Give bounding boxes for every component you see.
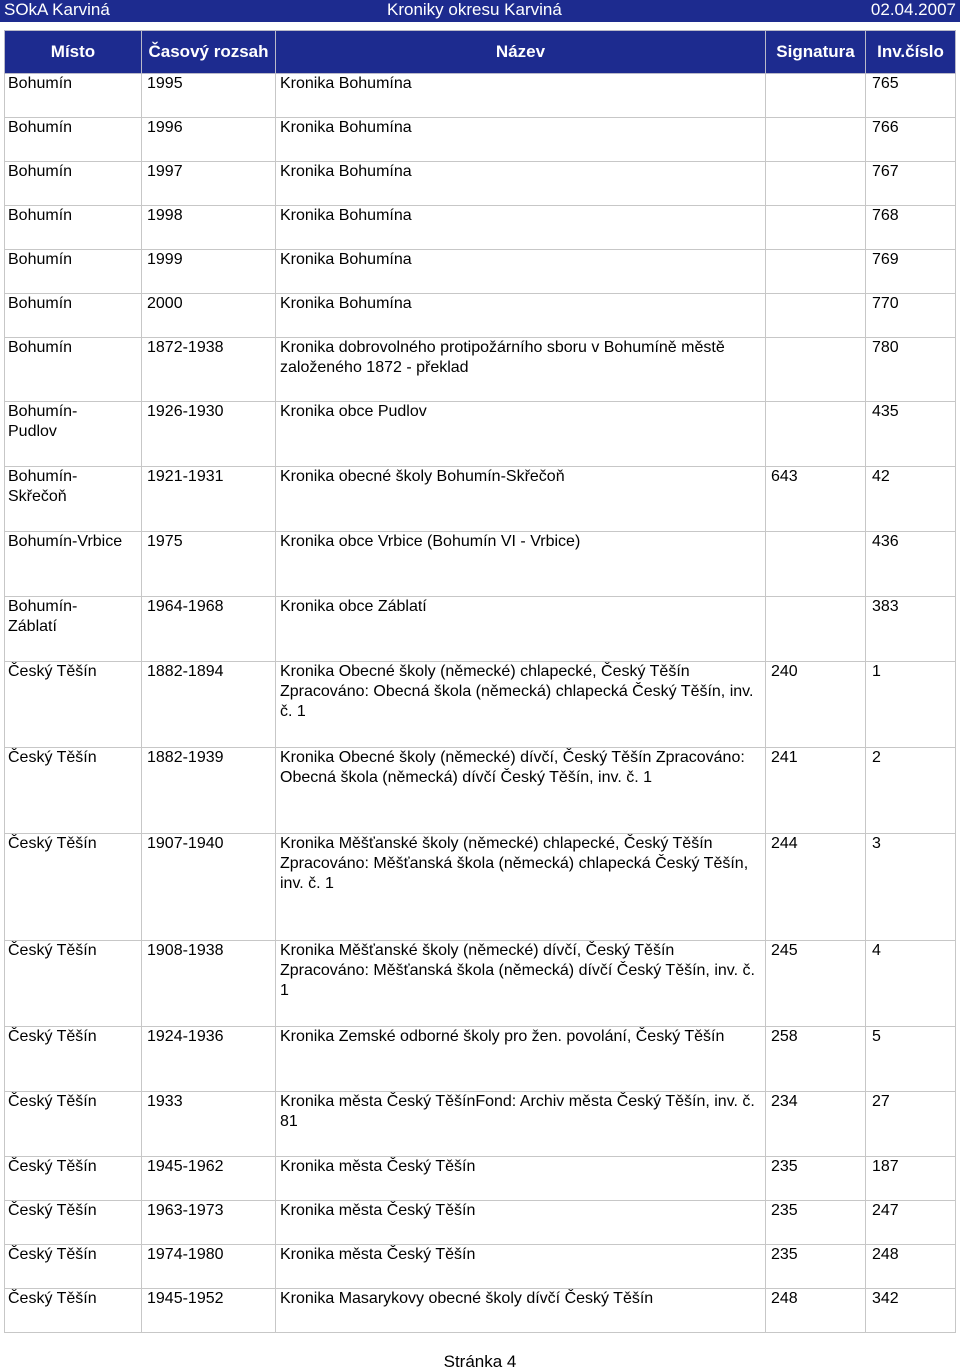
cell-date-range: 1908-1938	[142, 941, 276, 1027]
chronicles-table	[4, 30, 956, 1333]
cell-inventory-number: 766	[866, 118, 956, 162]
cell-title: Kronika Bohumína	[276, 118, 766, 162]
cell-inventory-number: 780	[866, 338, 956, 402]
table-row	[5, 294, 956, 338]
table-row	[5, 206, 956, 250]
cell-place: Český Těšín	[5, 1201, 142, 1245]
cell-title: Kronika Obecné školy (německé) chlapecké, Český Těšín Zpracováno: Obecná škola (německá) chlapecká Český Těšín, inv. č. 1	[276, 662, 766, 748]
cell-place: Český Těšín	[5, 1092, 142, 1157]
cell-inventory-number: 5	[866, 1027, 956, 1092]
cell-title: Kronika obce Záblatí	[276, 597, 766, 662]
cell-date-range: 1975	[142, 532, 276, 597]
cell-inventory-number: 4	[866, 941, 956, 1027]
report-date: 02.04.2007	[870, 0, 956, 19]
report-header	[0, 0, 960, 22]
column-header-nazev: Název	[276, 31, 766, 74]
cell-signature	[766, 294, 866, 338]
cell-date-range: 1882-1894	[142, 662, 276, 748]
cell-title: Kronika města Český Těšín	[276, 1245, 766, 1289]
cell-inventory-number: 383	[866, 597, 956, 662]
cell-signature	[766, 74, 866, 118]
table-row	[5, 1201, 956, 1245]
cell-inventory-number: 768	[866, 206, 956, 250]
cell-date-range: 1995	[142, 74, 276, 118]
cell-title: Kronika dobrovolného protipožárního sboru v Bohumíně městě založeného 1872 - překlad	[276, 338, 766, 402]
cell-place: Český Těšín	[5, 1027, 142, 1092]
cell-date-range: 1996	[142, 118, 276, 162]
cell-inventory-number: 769	[866, 250, 956, 294]
cell-signature	[766, 162, 866, 206]
cell-date-range: 1997	[142, 162, 276, 206]
table-row	[5, 1245, 956, 1289]
column-header-rozsah: Časový rozsah	[142, 31, 276, 74]
cell-inventory-number: 27	[866, 1092, 956, 1157]
cell-place: Bohumín	[5, 74, 142, 118]
cell-inventory-number: 342	[866, 1289, 956, 1333]
cell-title: Kronika Měšťanské školy (německé) chlapecké, Český Těšín Zpracováno: Měšťanská škola (německá) chlapecká Český Těšín, inv. č. 1	[276, 834, 766, 941]
cell-inventory-number: 436	[866, 532, 956, 597]
table-row	[5, 532, 956, 597]
archive-name: SOkA Karviná	[4, 0, 110, 19]
table-row	[5, 1092, 956, 1157]
cell-title: Kronika města Český Těšín	[276, 1201, 766, 1245]
table-row	[5, 1289, 956, 1333]
cell-place: Bohumín	[5, 162, 142, 206]
report-title: Kroniky okresu Karviná	[387, 0, 562, 19]
table-row	[5, 162, 956, 206]
table-row	[5, 74, 956, 118]
cell-inventory-number: 765	[866, 74, 956, 118]
cell-place: Bohumín- Skřečoň	[5, 467, 142, 532]
cell-place: Bohumín	[5, 206, 142, 250]
cell-place: Bohumín- Pudlov	[5, 402, 142, 467]
cell-date-range: 1872-1938	[142, 338, 276, 402]
table-row	[5, 118, 956, 162]
cell-title: Kronika obce Pudlov	[276, 402, 766, 467]
cell-place: Český Těšín	[5, 1289, 142, 1333]
cell-signature	[766, 402, 866, 467]
cell-signature: 235	[766, 1157, 866, 1201]
cell-title: Kronika města Český TěšínFond: Archiv města Český Těšín, inv. č. 81	[276, 1092, 766, 1157]
cell-title: Kronika Bohumína	[276, 74, 766, 118]
table-row	[5, 834, 956, 941]
cell-title: Kronika Zemské odborné školy pro žen. povolání, Český Těšín	[276, 1027, 766, 1092]
cell-date-range: 1882-1939	[142, 748, 276, 834]
cell-date-range: 1999	[142, 250, 276, 294]
cell-inventory-number: 435	[866, 402, 956, 467]
cell-title: Kronika Měšťanské školy (německé) dívčí, Český Těšín Zpracováno: Měšťanská škola (německá) dívčí Český Těšín, inv. č. 1	[276, 941, 766, 1027]
cell-signature	[766, 206, 866, 250]
cell-signature: 245	[766, 941, 866, 1027]
cell-title: Kronika Bohumína	[276, 206, 766, 250]
cell-title: Kronika obce Vrbice (Bohumín VI - Vrbice)	[276, 532, 766, 597]
cell-date-range: 1907-1940	[142, 834, 276, 941]
table-row	[5, 941, 956, 1027]
cell-date-range: 2000	[142, 294, 276, 338]
table-row	[5, 250, 956, 294]
table-body	[5, 74, 956, 1333]
cell-date-range: 1998	[142, 206, 276, 250]
cell-date-range: 1926-1930	[142, 402, 276, 467]
cell-place: Bohumín	[5, 294, 142, 338]
cell-inventory-number: 770	[866, 294, 956, 338]
column-header-inv: Inv.číslo	[866, 31, 956, 74]
cell-title: Kronika Masarykovy obecné školy dívčí Český Těšín	[276, 1289, 766, 1333]
cell-date-range: 1945-1952	[142, 1289, 276, 1333]
cell-signature	[766, 597, 866, 662]
cell-title: Kronika Bohumína	[276, 294, 766, 338]
cell-place: Český Těšín	[5, 662, 142, 748]
table-row	[5, 748, 956, 834]
cell-signature: 248	[766, 1289, 866, 1333]
cell-signature: 235	[766, 1245, 866, 1289]
cell-inventory-number: 248	[866, 1245, 956, 1289]
cell-inventory-number: 3	[866, 834, 956, 941]
cell-signature: 240	[766, 662, 866, 748]
cell-place: Bohumín- Záblatí	[5, 597, 142, 662]
cell-signature: 241	[766, 748, 866, 834]
cell-place: Český Těšín	[5, 1245, 142, 1289]
cell-signature	[766, 338, 866, 402]
column-header-misto: Místo	[5, 31, 142, 74]
cell-place: Český Těšín	[5, 748, 142, 834]
page-number: Stránka 4	[443, 1352, 517, 1371]
cell-signature	[766, 250, 866, 294]
table-row	[5, 597, 956, 662]
table-row	[5, 467, 956, 532]
cell-place: Bohumín	[5, 338, 142, 402]
cell-place: Český Těšín	[5, 834, 142, 941]
table-header-row	[5, 31, 956, 74]
column-header-signatura: Signatura	[766, 31, 866, 74]
cell-date-range: 1974-1980	[142, 1245, 276, 1289]
cell-signature: 244	[766, 834, 866, 941]
cell-title: Kronika obecné školy Bohumín-Skřečoň	[276, 467, 766, 532]
cell-inventory-number: 187	[866, 1157, 956, 1201]
cell-date-range: 1924-1936	[142, 1027, 276, 1092]
table-row	[5, 402, 956, 467]
cell-place: Bohumín-Vrbice	[5, 532, 142, 597]
cell-place: Český Těšín	[5, 941, 142, 1027]
table-row	[5, 338, 956, 402]
cell-date-range: 1933	[142, 1092, 276, 1157]
cell-title: Kronika Obecné školy (německé) dívčí, Český Těšín Zpracováno: Obecná škola (německá) dívčí Český Těšín, inv. č. 1	[276, 748, 766, 834]
cell-signature	[766, 118, 866, 162]
cell-place: Bohumín	[5, 118, 142, 162]
cell-title: Kronika města Český Těšín	[276, 1157, 766, 1201]
cell-date-range: 1963-1973	[142, 1201, 276, 1245]
cell-inventory-number: 247	[866, 1201, 956, 1245]
table-row	[5, 1157, 956, 1201]
cell-title: Kronika Bohumína	[276, 162, 766, 206]
cell-date-range: 1921-1931	[142, 467, 276, 532]
table-row	[5, 662, 956, 748]
cell-inventory-number: 2	[866, 748, 956, 834]
cell-inventory-number: 42	[866, 467, 956, 532]
cell-place: Český Těšín	[5, 1157, 142, 1201]
table-row	[5, 1027, 956, 1092]
cell-place: Bohumín	[5, 250, 142, 294]
cell-signature: 235	[766, 1201, 866, 1245]
cell-inventory-number: 1	[866, 662, 956, 748]
cell-date-range: 1945-1962	[142, 1157, 276, 1201]
cell-signature: 643	[766, 467, 866, 532]
cell-signature: 234	[766, 1092, 866, 1157]
cell-title: Kronika Bohumína	[276, 250, 766, 294]
cell-inventory-number: 767	[866, 162, 956, 206]
cell-signature	[766, 532, 866, 597]
cell-signature: 258	[766, 1027, 866, 1092]
cell-date-range: 1964-1968	[142, 597, 276, 662]
